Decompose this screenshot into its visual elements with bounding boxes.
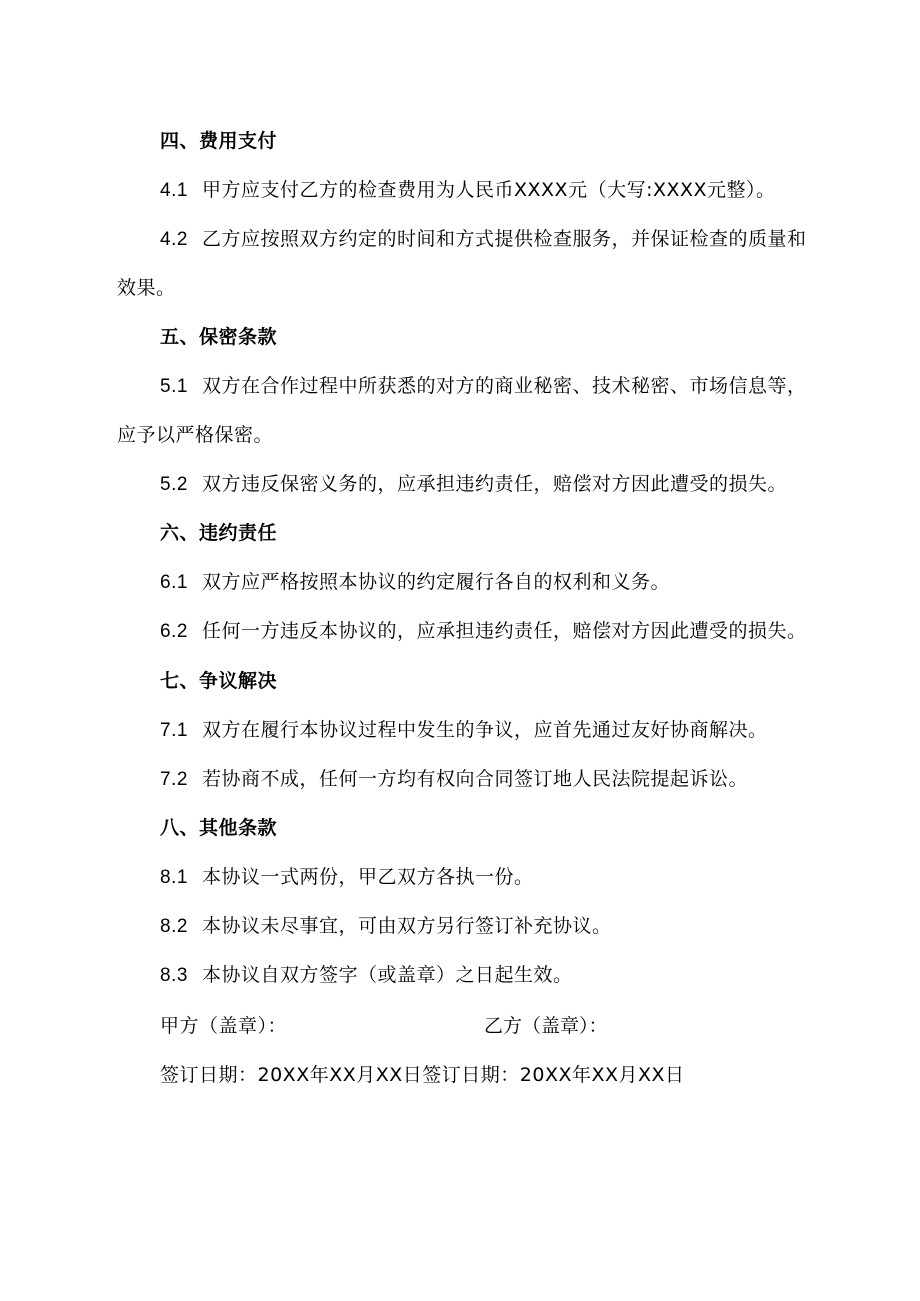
party-b-seal-label: 乙方（盖章）： (484, 1015, 608, 1037)
signing-dates: 签订日期：20XX年XX月XX日签订日期：20XX年XX月XX日 (160, 1064, 685, 1086)
clause-number: 5.2 (160, 474, 188, 495)
clause-6-1 (160, 569, 670, 596)
clause-number: 8.3 (160, 965, 188, 986)
section-heading-disputes: 七、争议解决 (160, 670, 278, 692)
clause-text: 双方在合作过程中所获悉的对方的商业秘密、技术秘密、市场信息等， (202, 375, 807, 397)
clause-number: 5.1 (160, 376, 188, 397)
clause-number: 7.1 (160, 720, 188, 741)
clause-number: 6.2 (160, 621, 188, 642)
clause-5-1-continuation: 应予以严格保密。 (117, 424, 274, 446)
clause-text: 双方在履行本协议过程中发生的争议，应首先通过友好协商解决。 (202, 719, 768, 741)
clause-text: 本协议自双方签字（或盖章）之日起生效。 (202, 964, 573, 986)
section-heading-confidentiality: 五、保密条款 (160, 326, 278, 348)
clause-text: 双方应严格按照本协议的约定履行各自的权利和义务。 (202, 571, 671, 593)
clause-5-2 (160, 471, 787, 498)
clause-6-2 (160, 618, 807, 645)
clause-7-1 (160, 717, 768, 744)
clause-4-1 (160, 177, 776, 204)
clause-number: 8.1 (160, 867, 188, 888)
clause-text: 本协议未尽事宜，可由双方另行签订补充协议。 (202, 915, 612, 937)
clause-number: 4.2 (160, 229, 188, 250)
clause-text: 本协议一式两份，甲乙双方各执一份。 (202, 866, 534, 888)
clause-number: 4.1 (160, 180, 188, 201)
section-heading-liability: 六、违约责任 (160, 522, 278, 544)
clause-8-1 (160, 864, 534, 891)
clause-7-2 (160, 766, 748, 793)
clause-number: 7.2 (160, 769, 188, 790)
clause-8-3 (160, 962, 573, 989)
clause-number: 8.2 (160, 916, 188, 937)
clause-4-2-continuation: 效果。 (117, 277, 176, 299)
clause-text: 任何一方违反本协议的，应承担违约责任，赔偿对方因此遭受的损失。 (202, 620, 807, 642)
clause-5-1 (160, 373, 807, 400)
clause-8-2 (160, 913, 612, 940)
party-a-seal-label: 甲方（盖章）： (160, 1015, 288, 1037)
clause-text: 若协商不成，任何一方均有权向合同签订地人民法院提起诉讼。 (202, 768, 749, 790)
clause-text: 双方违反保密义务的，应承担违约责任，赔偿对方因此遭受的损失。 (202, 473, 788, 495)
section-heading-fees: 四、费用支付 (160, 130, 278, 152)
clause-4-2 (160, 226, 807, 253)
clause-text: 甲方应支付乙方的检查费用为人民币XXXX元（大写:XXXX元整）。 (202, 179, 776, 201)
section-heading-other: 八、其他条款 (160, 817, 278, 839)
clause-text: 乙方应按照双方约定的时间和方式提供检查服务，并保证检查的质量和 (202, 228, 807, 250)
clause-number: 6.1 (160, 572, 188, 593)
